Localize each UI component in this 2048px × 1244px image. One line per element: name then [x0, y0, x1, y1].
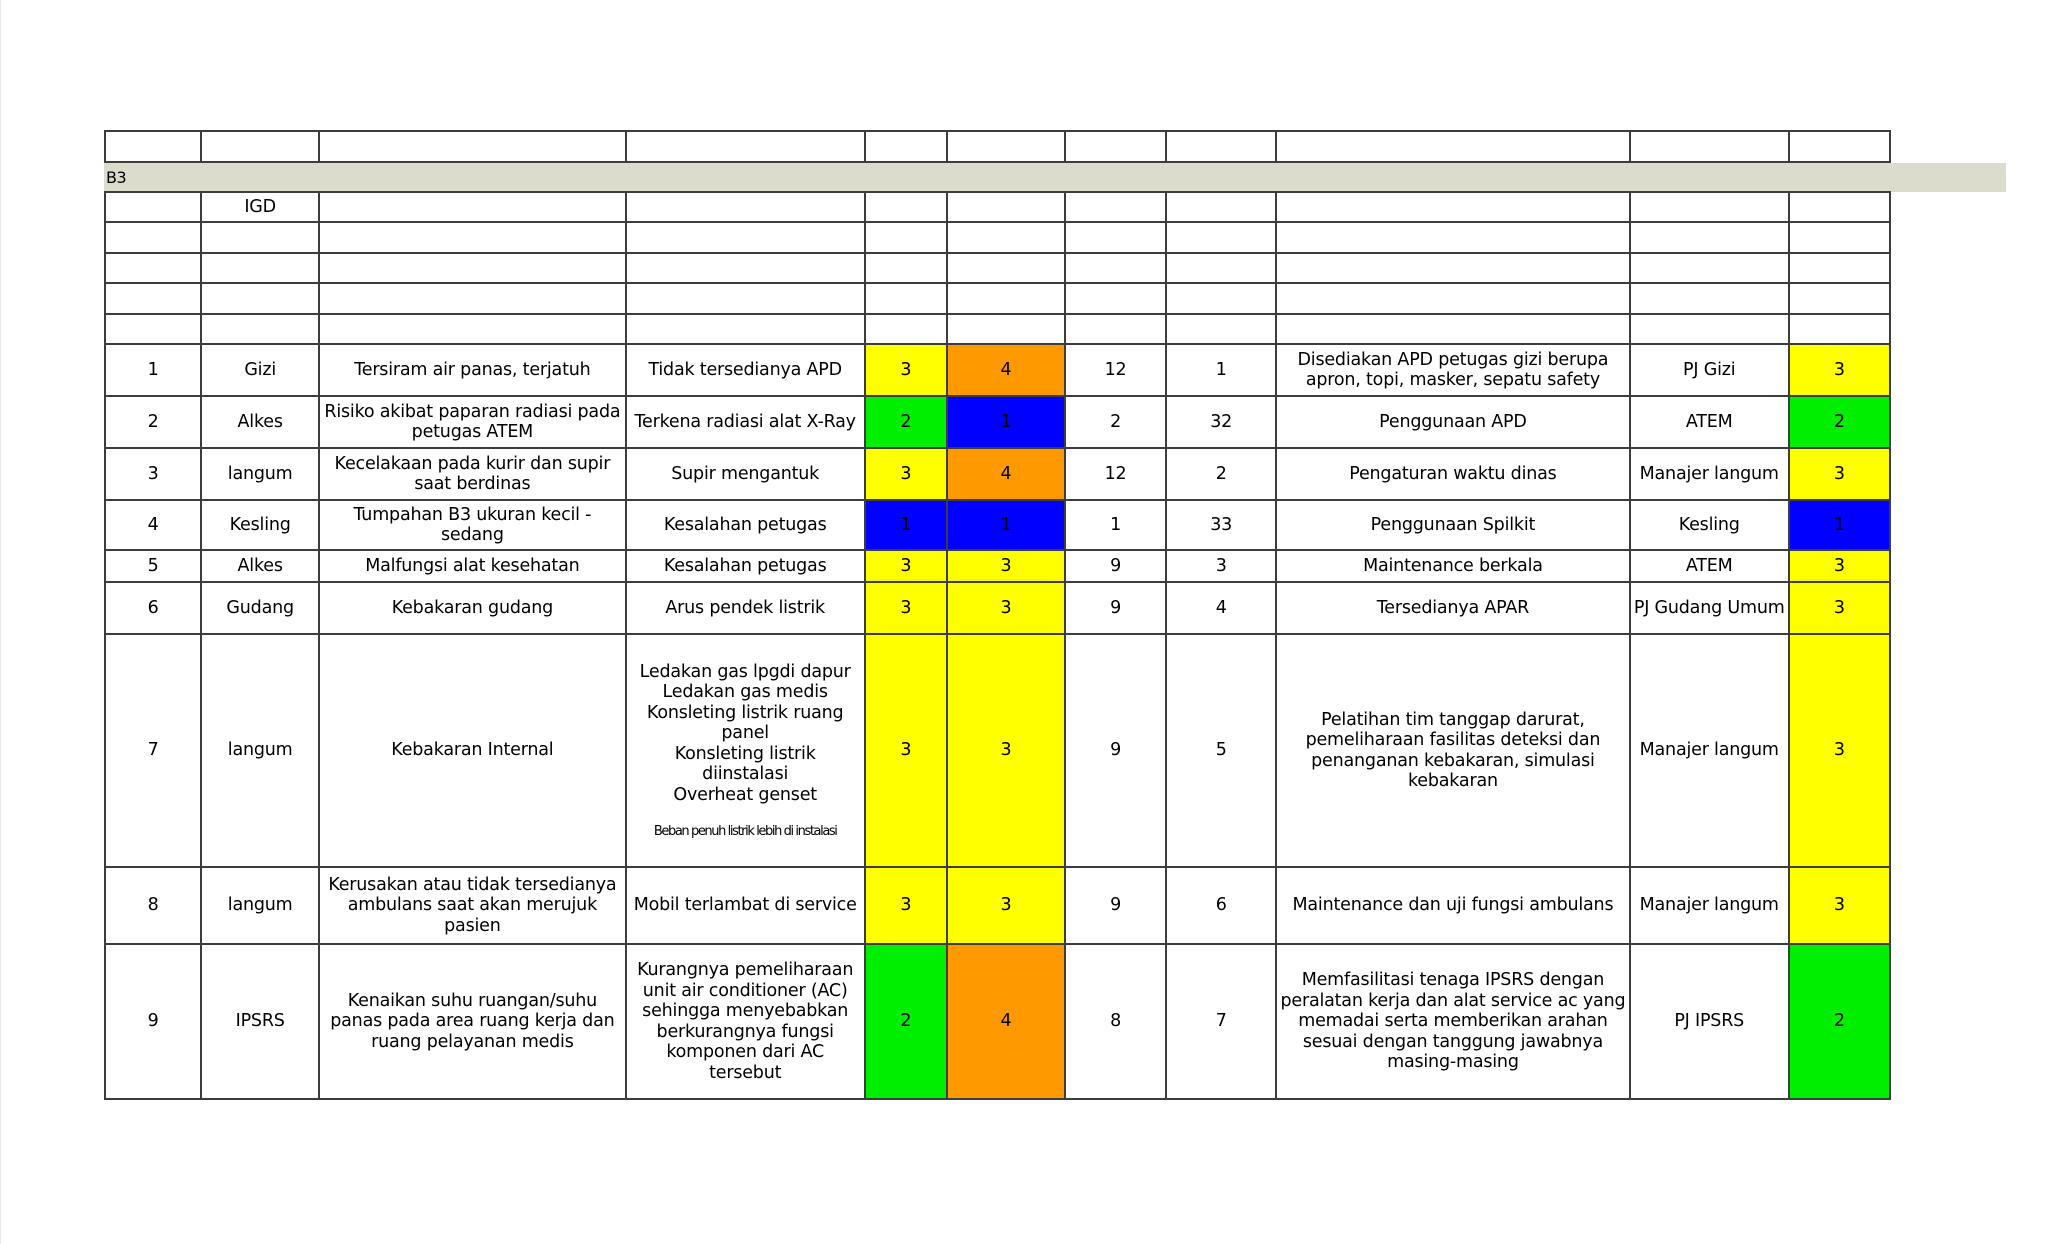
section-code: B3	[106, 168, 127, 187]
likelihood-cell: 3	[865, 344, 947, 396]
rank-cell: 4	[1166, 582, 1276, 634]
unit-cell: Kesling	[201, 500, 319, 550]
impact-cell: 1	[947, 500, 1065, 550]
risk-cell: Risiko akibat paparan radiasi pada petugas ATEM	[319, 396, 625, 448]
rank-cell: 33	[1166, 500, 1276, 550]
residual-cell: 3	[1789, 867, 1890, 944]
cause-line: Konsleting listrik ruang panel	[646, 702, 844, 744]
impact-cell: 4	[947, 344, 1065, 396]
residual-cell: 1	[1789, 500, 1890, 550]
residual-cell: 3	[1789, 448, 1890, 500]
unit-cell: langum	[201, 448, 319, 500]
unit-cell: IPSRS	[201, 944, 319, 1099]
residual-cell: 3	[1789, 582, 1890, 634]
row-number: 9	[105, 944, 201, 1099]
score-cell: 9	[1065, 867, 1166, 944]
residual-cell: 2	[1789, 396, 1890, 448]
likelihood-cell: 1	[865, 500, 947, 550]
cause-cell: Kurangnya pemeliharaan unit air conditioner (AC) sehingga menyebabkan berkurangnya fungsi komponen dari AC tersebut	[626, 944, 865, 1099]
pic-cell: Manajer langum	[1630, 867, 1789, 944]
blank-row	[105, 314, 1890, 344]
table-row	[105, 550, 1890, 582]
impact-cell: 4	[947, 944, 1065, 1099]
risk-cell: Kebakaran Internal	[319, 634, 625, 867]
table-row	[105, 500, 1890, 550]
cause-cell: Arus pendek listrik	[626, 582, 865, 634]
likelihood-cell: 3	[865, 582, 947, 634]
cause-cell: Supir mengantuk	[626, 448, 865, 500]
unit-cell: Alkes	[201, 396, 319, 448]
pic-cell: Kesling	[1630, 500, 1789, 550]
cause-cell: Mobil terlambat di service	[626, 867, 865, 944]
unit-cell: Alkes	[201, 550, 319, 582]
impact-cell: 3	[947, 867, 1065, 944]
risk-register-table	[104, 130, 1891, 1100]
row-number: 4	[105, 500, 201, 550]
score-cell: 9	[1065, 582, 1166, 634]
rank-cell: 7	[1166, 944, 1276, 1099]
impact-cell: 1	[947, 396, 1065, 448]
risk-cell: Kecelakaan pada kurir dan supir saat berdinas	[319, 448, 625, 500]
unit-cell: langum	[201, 634, 319, 867]
score-cell: 12	[1065, 344, 1166, 396]
likelihood-cell: 3	[865, 634, 947, 867]
risk-cell: Malfungsi alat kesehatan	[319, 550, 625, 582]
table-row	[105, 344, 1890, 396]
residual-cell: 3	[1789, 344, 1890, 396]
control-cell: Memfasilitasi tenaga IPSRS dengan peralatan kerja dan alat service ac yang memadai serta memberikan arahan sesuai dengan tanggung jawabnya masing-masing	[1276, 944, 1629, 1099]
pic-cell: PJ IPSRS	[1630, 944, 1789, 1099]
unit-label: IGD	[201, 192, 319, 222]
score-cell: 9	[1065, 634, 1166, 867]
pic-cell: Manajer langum	[1630, 448, 1789, 500]
pic-cell: ATEM	[1630, 550, 1789, 582]
risk-cell: Kebakaran gudang	[319, 582, 625, 634]
likelihood-cell: 3	[865, 550, 947, 582]
control-cell: Disediakan APD petugas gizi berupa apron, topi, masker, sepatu safety	[1276, 344, 1629, 396]
blank-row	[105, 283, 1890, 314]
table-row	[105, 448, 1890, 500]
header-row	[105, 131, 1890, 162]
rank-cell: 3	[1166, 550, 1276, 582]
cause-cell: Kesalahan petugas	[626, 500, 865, 550]
score-cell: 9	[1065, 550, 1166, 582]
control-cell: Maintenance berkala	[1276, 550, 1629, 582]
impact-cell: 3	[947, 550, 1065, 582]
cause-cell: Tidak tersedianya APD	[626, 344, 865, 396]
risk-cell: Kenaikan suhu ruangan/suhu panas pada area ruang kerja dan ruang pelayanan medis	[319, 944, 625, 1099]
cause-cell: Kesalahan petugas	[626, 550, 865, 582]
control-cell: Tersedianya APAR	[1276, 582, 1629, 634]
residual-cell: 2	[1789, 944, 1890, 1099]
control-cell: Maintenance dan uji fungsi ambulans	[1276, 867, 1629, 944]
pic-cell: PJ Gudang Umum	[1630, 582, 1789, 634]
unit-cell: Gudang	[201, 582, 319, 634]
likelihood-cell: 2	[865, 396, 947, 448]
impact-cell: 3	[947, 634, 1065, 867]
unit-cell: Gizi	[201, 344, 319, 396]
row-number: 2	[105, 396, 201, 448]
control-cell: Penggunaan APD	[1276, 396, 1629, 448]
rank-cell: 1	[1166, 344, 1276, 396]
pic-cell: Manajer langum	[1630, 634, 1789, 867]
risk-cell: Tumpahan B3 ukuran kecil - sedang	[319, 500, 625, 550]
table-row	[105, 867, 1890, 944]
score-cell: 8	[1065, 944, 1166, 1099]
control-cell: Penggunaan Spilkit	[1276, 500, 1629, 550]
cause-line: Konsleting listrik diinstalasi	[674, 743, 816, 785]
likelihood-cell: 3	[865, 867, 947, 944]
score-cell: 1	[1065, 500, 1166, 550]
likelihood-cell: 3	[865, 448, 947, 500]
impact-cell: 4	[947, 448, 1065, 500]
control-cell: Pengaturan waktu dinas	[1276, 448, 1629, 500]
score-cell: 2	[1065, 396, 1166, 448]
table-row	[105, 582, 1890, 634]
residual-cell: 3	[1789, 634, 1890, 867]
score-cell: 12	[1065, 448, 1166, 500]
rank-cell: 2	[1166, 448, 1276, 500]
row-number: 3	[105, 448, 201, 500]
rank-cell: 6	[1166, 867, 1276, 944]
rank-cell: 5	[1166, 634, 1276, 867]
cause-line: Overheat genset	[673, 784, 817, 805]
row-number: 6	[105, 582, 201, 634]
control-cell: Pelatihan tim tanggap darurat, pemeliharaan fasilitas deteksi dan penanganan kebakaran, simulasi kebakaran	[1276, 634, 1629, 867]
row-number: 1	[105, 344, 201, 396]
cause-cell: Terkena radiasi alat X-Ray	[626, 396, 865, 448]
table-row	[105, 944, 1890, 1099]
unit-cell: langum	[201, 867, 319, 944]
table-row	[105, 396, 1890, 448]
blank-row	[105, 253, 1890, 283]
rank-cell: 32	[1166, 396, 1276, 448]
row-number: 8	[105, 867, 201, 944]
cause-line: Ledakan gas lpgdi dapur	[639, 661, 851, 682]
risk-cell: Tersiram air panas, terjatuh	[319, 344, 625, 396]
pic-cell: ATEM	[1630, 396, 1789, 448]
cause-cell	[626, 634, 865, 867]
table-row	[105, 634, 1890, 867]
likelihood-cell: 2	[865, 944, 947, 1099]
unit-row	[105, 192, 1890, 222]
blank-row	[105, 222, 1890, 253]
pic-cell: PJ Gizi	[1630, 344, 1789, 396]
section-row	[105, 162, 1890, 192]
residual-cell: 3	[1789, 550, 1890, 582]
row-number: 5	[105, 550, 201, 582]
impact-cell: 3	[947, 582, 1065, 634]
cause-line: Ledakan gas medis	[662, 682, 828, 703]
cause-line-small: Beban penuh listrik lebih di instalasi	[653, 824, 837, 840]
risk-cell: Kerusakan atau tidak tersedianya ambulans saat akan merujuk pasien	[319, 867, 625, 944]
row-number: 7	[105, 634, 201, 867]
